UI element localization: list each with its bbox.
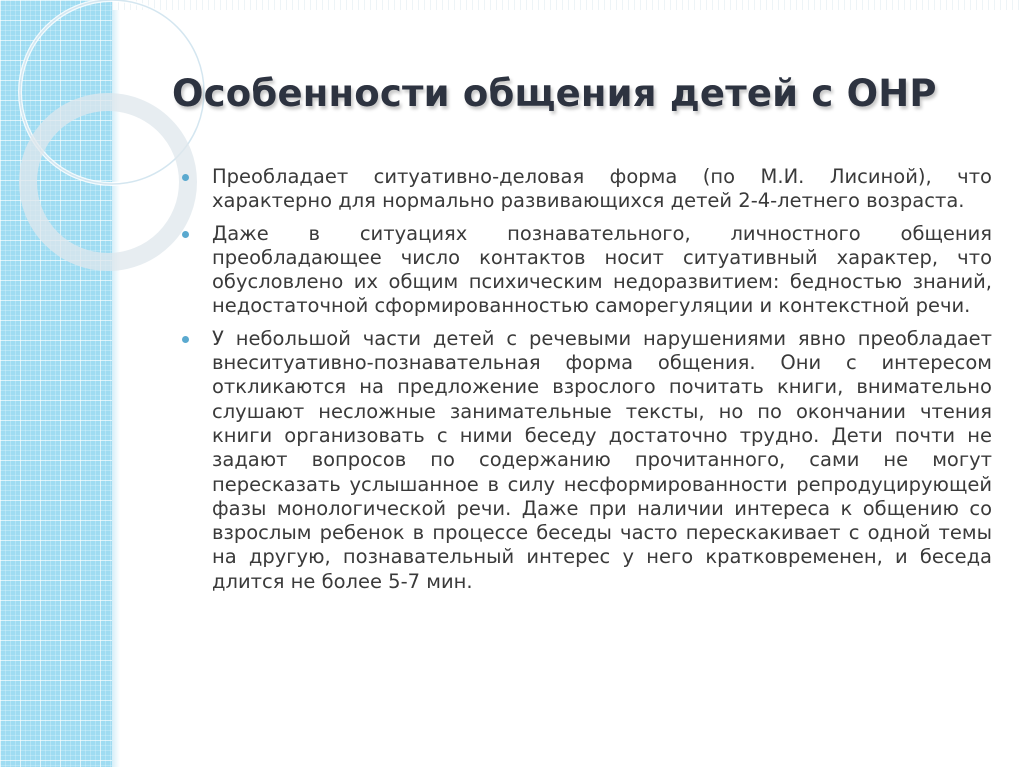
bullet-list <box>180 165 992 602</box>
bullet-dot-icon <box>182 336 189 343</box>
bullet-text: У небольшой части детей с речевыми нарушениями явно преобладает внеситуативно-познавательная форма общения. Они с интересом откликаются на предложение взрослого почитать книги, внимательно слушают несложные занимательные тексты, но по окончании чтения книги организовать с ними беседу достаточно трудно. Дети почти не задают вопросов по содержанию прочитанного, сами не могут пересказать услышанное в силу несформированности репродуцирующей фазы монологической речи. Даже при наличии интереса к общению со взрослым ребенок в процессе беседы часто перескакивает с одной темы на другую, познавательный интерес у него кратковременен, и беседа длится не более 5-7 мин. <box>212 326 992 593</box>
top-decorative-strip <box>112 0 1024 10</box>
slide-title: Особенности общения детей с ОНР <box>172 72 937 115</box>
bullet-dot-icon <box>182 174 189 181</box>
bullet-text: Даже в ситуациях познавательного, личностного общения преобладающее число контактов носит ситуативный характер, что обусловлено их общим психическим недоразвитием: бедностью знаний, недостаточной сформированностью саморегуляции и контекстной речи. <box>212 221 992 318</box>
bullet-dot-icon <box>182 231 189 238</box>
bullet-item-1 <box>180 165 992 214</box>
bullet-text: Преобладает ситуативно-деловая форма (по М.И. Лисиной), что характерно для нормально развивающихся детей 2-4-летнего возраста. <box>212 165 992 213</box>
bullet-item-3 <box>180 327 992 594</box>
bullet-item-2 <box>180 222 992 319</box>
